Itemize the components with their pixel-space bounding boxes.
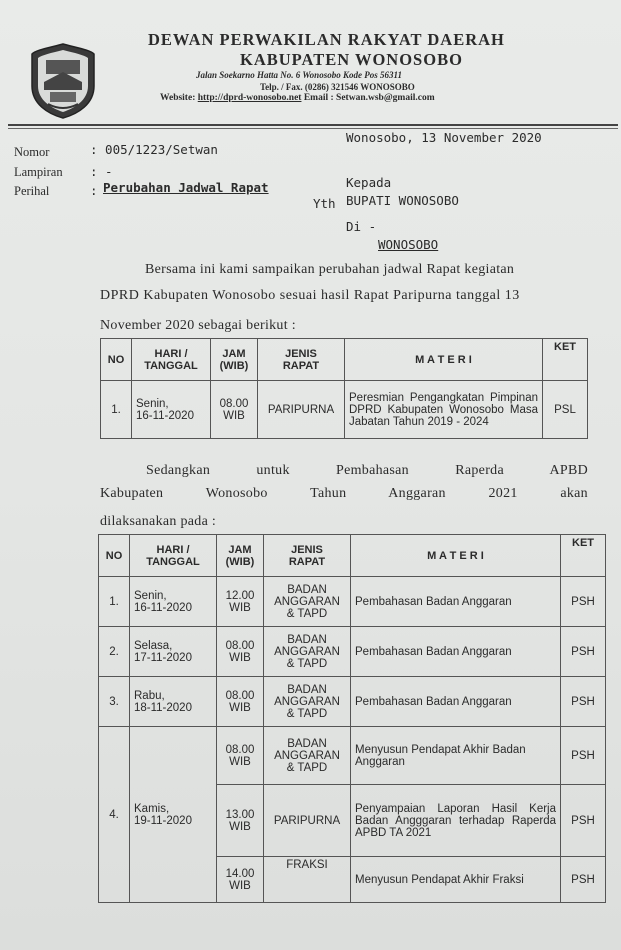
schedule-table-2 — [98, 534, 606, 903]
table-row — [99, 627, 606, 677]
cell-time: 13.00 WIB — [217, 785, 264, 857]
header-rule — [8, 124, 618, 126]
cell-no: 4. — [99, 727, 130, 903]
cell-jenis: PARIPURNA — [258, 381, 345, 439]
cell-materi: Pembahasan Badan Anggaran — [351, 627, 561, 677]
header-web-line — [160, 93, 435, 103]
cell-jenis: BADAN ANGGARAN & TAPD — [264, 577, 351, 627]
table-row — [99, 577, 606, 627]
nomor-value: : 005/1223/Setwan — [90, 142, 218, 157]
th-hari: HARI / TANGGAL — [130, 535, 217, 577]
cell-materi: Pembahasan Badan Anggaran — [351, 677, 561, 727]
regency-emblem-logo — [28, 42, 98, 120]
cell-day: Kamis, 19-11-2020 — [130, 727, 217, 903]
cell-jenis: FRAKSI — [264, 857, 351, 903]
lampiran-label: Lampiran — [14, 165, 63, 179]
cell-time: 08.00 WIB — [211, 381, 258, 439]
para2-line2: Kabupaten Wonosobo Tahun Anggaran 2021 akan — [100, 486, 588, 501]
cell-day: Rabu, 18-11-2020 — [130, 677, 217, 727]
website-link[interactable]: http://dprd-wonosobo.net — [197, 93, 302, 103]
cell-materi: Menyusun Pendapat Akhir Badan Anggaran — [351, 727, 561, 785]
para1-line2: DPRD Kabupaten Wonosobo sesuai hasil Rapat Paripurna tanggal 13 — [100, 288, 520, 303]
recipient-place: WONOSOBO — [378, 237, 439, 252]
cell-no: 1. — [99, 577, 130, 627]
cell-materi: Menyusun Pendapat Akhir Fraksi — [351, 857, 561, 903]
nomor-label: Nomor — [14, 145, 50, 159]
email-label: Email : — [303, 93, 334, 103]
cell-ket: PSH — [561, 857, 606, 903]
para2-line1: Sedangkan untuk Pembahasan Raperda APBD — [146, 463, 588, 478]
cell-no: 2. — [99, 627, 130, 677]
email-value: Setwan.wsb@gmail.com — [336, 93, 435, 103]
header-rule-thin — [8, 128, 618, 129]
cell-ket: PSH — [561, 727, 606, 785]
lampiran-value: : - — [90, 164, 113, 179]
perihal-label: Perihal — [14, 184, 50, 198]
yth-label: Yth — [313, 196, 336, 211]
cell-ket: PSH — [561, 577, 606, 627]
header-address: Jalan Soekarno Hatta No. 6 Wonosobo Kode Pos 56311 — [196, 70, 402, 80]
cell-time: 08.00 WIB — [217, 727, 264, 785]
cell-materi: Pembahasan Badan Anggaran — [351, 577, 561, 627]
cell-day: Senin, 16-11-2020 — [132, 381, 211, 439]
para1-line1: Bersama ini kami sampaikan perubahan jadwal Rapat kegiatan — [145, 262, 515, 277]
cell-ket: PSH — [561, 627, 606, 677]
letter-date: Wonosobo, 13 November 2020 — [346, 130, 542, 145]
cell-ket: PSH — [561, 785, 606, 857]
th-hari: HARI / TANGGAL — [132, 339, 211, 381]
th-jenis: JENIS RAPAT — [264, 535, 351, 577]
th-materi: M A T E R I — [345, 339, 543, 381]
cell-time: 12.00 WIB — [217, 577, 264, 627]
recipient: BUPATI WONOSOBO — [346, 193, 459, 208]
cell-materi: Peresmian Pengangkatan Pimpinan DPRD Kabupaten Wonosobo Masa Jabatan Tahun 2019 - 2024 — [345, 381, 543, 439]
di-label: Di - — [346, 219, 377, 234]
table-row — [99, 677, 606, 727]
cell-no: 1. — [101, 381, 132, 439]
cell-day: Senin, 16-11-2020 — [130, 577, 217, 627]
th-jam: JAM (WIB) — [211, 339, 258, 381]
cell-jenis: BADAN ANGGARAN & TAPD — [264, 677, 351, 727]
cell-time: 08.00 WIB — [217, 627, 264, 677]
schedule-table-1 — [100, 338, 588, 439]
th-materi: M A T E R I — [351, 535, 561, 577]
kepada-label: Kepada — [346, 175, 392, 190]
perihal-colon: : — [90, 183, 98, 198]
perihal-value: Perubahan Jadwal Rapat — [103, 180, 269, 195]
th-ket: KET — [543, 339, 588, 381]
th-ket: KET — [561, 535, 606, 577]
website-label: Website: — [160, 93, 196, 103]
th-no: NO — [99, 535, 130, 577]
cell-ket: PSL — [543, 381, 588, 439]
th-no: NO — [101, 339, 132, 381]
cell-time: 08.00 WIB — [217, 677, 264, 727]
header-telp: Telp. / Fax. (0286) 321546 WONOSOBO — [260, 82, 415, 92]
cell-day: Selasa, 17-11-2020 — [130, 627, 217, 677]
cell-no: 3. — [99, 677, 130, 727]
cell-time: 14.00 WIB — [217, 857, 264, 903]
cell-jenis: PARIPURNA — [264, 785, 351, 857]
cell-jenis: BADAN ANGGARAN & TAPD — [264, 627, 351, 677]
table-row — [101, 381, 588, 439]
table-row — [99, 727, 606, 785]
cell-ket: PSH — [561, 677, 606, 727]
para2-line3: dilaksanakan pada : — [100, 514, 217, 529]
cell-materi: Penyampaian Laporan Hasil Kerja Badan Angggaran terhadap Raperda APBD TA 2021 — [351, 785, 561, 857]
header-line2: KABUPATEN WONOSOBO — [240, 50, 463, 69]
header-line1: DEWAN PERWAKILAN RAKYAT DAERAH — [148, 30, 505, 49]
th-jenis: JENIS RAPAT — [258, 339, 345, 381]
th-jam: JAM (WIB) — [217, 535, 264, 577]
para1-line3: November 2020 sebagai berikut : — [100, 318, 296, 333]
cell-jenis: BADAN ANGGARAN & TAPD — [264, 727, 351, 785]
